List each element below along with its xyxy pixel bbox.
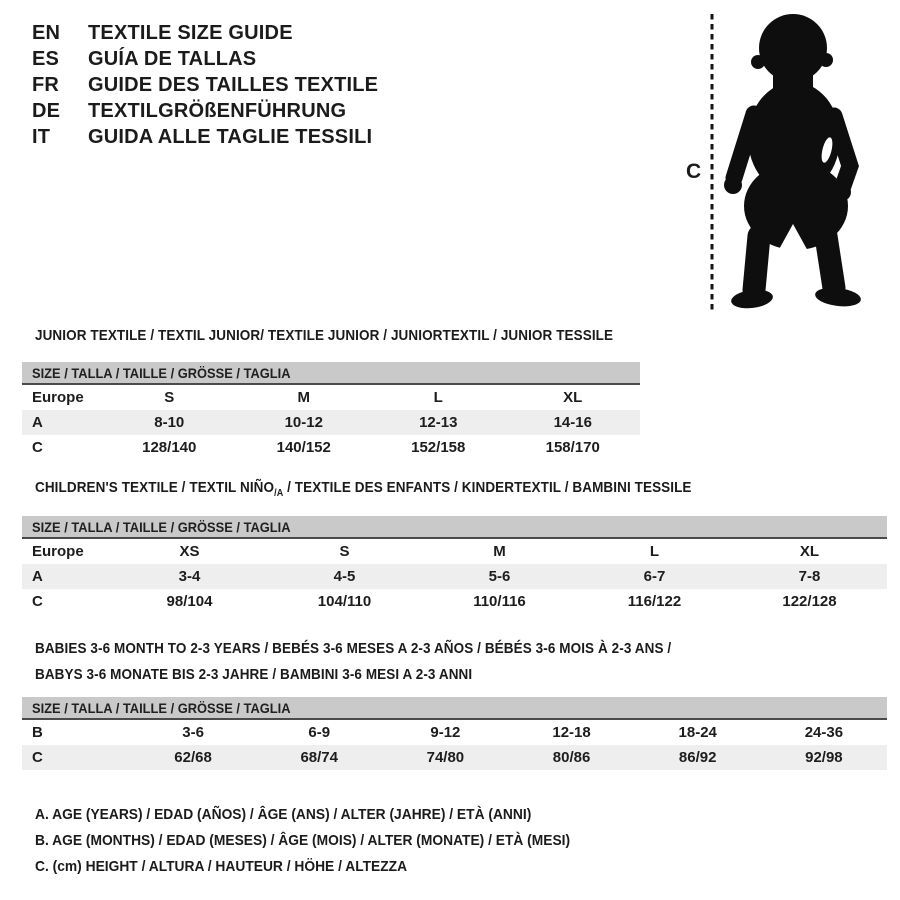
size-value-cell: M bbox=[493, 543, 506, 560]
size-value-cell: 98/104 bbox=[166, 593, 213, 610]
size-value-cell: 8-10 bbox=[102, 410, 237, 435]
size-value-cell: 68/74 bbox=[256, 745, 382, 770]
size-value-cell: XL bbox=[563, 389, 583, 406]
row-label-cell: B bbox=[32, 724, 43, 741]
size-value-cell: 104/110 bbox=[317, 593, 372, 610]
size-value-cell: 24-36 bbox=[804, 724, 844, 741]
size-value-cell: 3-4 bbox=[112, 564, 267, 589]
size-header-text: SIZE / TALLA / TAILLE / GRÖSSE / TAGLIA bbox=[32, 518, 291, 535]
row-label-cell: Europe bbox=[32, 389, 84, 406]
size-value-cell: 7-8 bbox=[732, 564, 887, 589]
size-value-cell: XL bbox=[799, 543, 820, 560]
junior-section-heading: JUNIOR TEXTILE / TEXTIL JUNIOR/ TEXTILE JUNIOR / JUNIORTEXTIL / JUNIOR TESSILE bbox=[35, 327, 614, 344]
size-value-cell: 110/116 bbox=[473, 593, 526, 610]
language-code: ES bbox=[32, 47, 60, 70]
legend-line-c: C. (cm) HEIGHT / ALTURA / HAUTEUR / HÖHE / ALTEZZA bbox=[35, 858, 408, 875]
children-section-heading bbox=[35, 479, 692, 499]
size-value-cell: 9-12 bbox=[430, 724, 461, 741]
size-value-cell: 14-16 bbox=[506, 410, 641, 435]
size-value-cell: 18-24 bbox=[678, 724, 717, 741]
babies-heading-line1: BABIES 3-6 MONTH TO 2-3 YEARS / BEBÉS 3-6 MESES A 2-3 AÑOS / BÉBÉS 3-6 MOIS À 2-3 ANS / bbox=[35, 640, 672, 657]
row-label-cell: Europe bbox=[32, 543, 84, 560]
language-title: TEXTILE SIZE GUIDE bbox=[88, 21, 293, 44]
language-row-de bbox=[32, 98, 378, 124]
size-header-text: SIZE / TALLA / TAILLE / GRÖSSE / TAGLIA bbox=[32, 699, 291, 716]
table-row bbox=[22, 589, 887, 614]
size-value-cell: 3-6 bbox=[182, 724, 204, 741]
size-header-bar bbox=[22, 516, 887, 538]
size-value-cell: 80/86 bbox=[508, 745, 634, 770]
height-marker-label: C bbox=[686, 160, 702, 183]
size-value-cell: 74/80 bbox=[382, 745, 508, 770]
language-title: GUIDE DES TAILLES TEXTILE bbox=[88, 73, 379, 96]
children-heading-text: CHILDREN'S TEXTILE / TEXTIL NIÑO bbox=[35, 479, 275, 496]
table-row bbox=[22, 538, 887, 564]
size-value-cell: 12-13 bbox=[371, 410, 506, 435]
size-value-cell: 152/158 bbox=[411, 439, 466, 456]
size-value-cell: L bbox=[433, 389, 443, 406]
language-row-fr bbox=[32, 72, 378, 98]
table-row bbox=[22, 564, 887, 589]
language-code: FR bbox=[32, 73, 60, 96]
babies-section-heading bbox=[35, 636, 671, 688]
children-size-table bbox=[22, 516, 887, 614]
language-row-it bbox=[32, 124, 378, 150]
language-code: IT bbox=[32, 125, 51, 148]
row-label-cell: C bbox=[22, 745, 130, 770]
size-header-text: SIZE / TALLA / TAILLE / GRÖSSE / TAGLIA bbox=[32, 364, 291, 381]
table-header-row bbox=[22, 362, 640, 384]
height-figure bbox=[680, 8, 890, 320]
size-value-cell: XS bbox=[179, 543, 200, 560]
language-code: EN bbox=[32, 21, 61, 44]
size-value-cell: M bbox=[297, 389, 310, 406]
children-heading-subscript: /A bbox=[274, 488, 284, 499]
size-value-cell: 12-18 bbox=[552, 724, 591, 741]
row-label-cell: A bbox=[22, 564, 112, 589]
size-header-bar bbox=[22, 362, 640, 384]
size-value-cell: 122/128 bbox=[782, 593, 837, 610]
size-value-cell: 62/68 bbox=[130, 745, 256, 770]
size-header-bar bbox=[22, 697, 887, 719]
measurement-legend bbox=[35, 802, 617, 880]
size-value-cell: 86/92 bbox=[635, 745, 761, 770]
size-value-cell: 10-12 bbox=[237, 410, 372, 435]
size-value-cell: 140/152 bbox=[276, 439, 331, 456]
size-value-cell: 6-9 bbox=[308, 724, 331, 741]
junior-size-table bbox=[22, 362, 640, 460]
table-row bbox=[22, 384, 640, 410]
language-code: DE bbox=[32, 99, 61, 122]
language-title: GUIDA ALLE TAGLIE TESSILI bbox=[88, 125, 373, 148]
toddler-silhouette-image bbox=[710, 10, 890, 315]
table-row bbox=[22, 719, 887, 745]
size-value-cell: 6-7 bbox=[577, 564, 732, 589]
size-value-cell: 116/122 bbox=[627, 593, 682, 610]
legend-line-b: B. AGE (MONTHS) / EDAD (MESES) / ÂGE (MOIS) / ALTER (MONATE) / ETÀ (MESI) bbox=[35, 832, 571, 849]
babies-heading-line2: BABYS 3-6 MONATE BIS 2-3 JAHRE / BAMBINI 3-6 MESI A 2-3 ANNI bbox=[35, 666, 473, 683]
children-heading-text: / TEXTILE DES ENFANTS / KINDERTEXTIL / BAMBINI TESSILE bbox=[283, 479, 692, 496]
size-value-cell: S bbox=[339, 543, 350, 560]
row-label-cell: A bbox=[22, 410, 102, 435]
size-value-cell: 4-5 bbox=[267, 564, 422, 589]
language-title: TEXTILGRÖßENFÜHRUNG bbox=[88, 99, 347, 122]
size-value-cell: 158/170 bbox=[545, 439, 600, 456]
language-title-list bbox=[32, 20, 378, 150]
babies-size-table bbox=[22, 697, 887, 770]
table-row bbox=[22, 410, 640, 435]
legend-line-a: A. AGE (YEARS) / EDAD (AÑOS) / ÂGE (ANS) / ALTER (JAHRE) / ETÀ (ANNI) bbox=[35, 806, 532, 823]
size-value-cell: S bbox=[164, 389, 175, 406]
row-label-cell: C bbox=[32, 593, 43, 610]
size-value-cell: 5-6 bbox=[422, 564, 577, 589]
row-label-cell: C bbox=[32, 439, 43, 456]
table-row bbox=[22, 435, 640, 460]
language-title: GUÍA DE TALLAS bbox=[88, 47, 257, 70]
size-value-cell: 92/98 bbox=[761, 745, 887, 770]
table-header-row bbox=[22, 697, 887, 719]
language-row-es bbox=[32, 46, 378, 72]
size-value-cell: 128/140 bbox=[142, 439, 197, 456]
table-header-row bbox=[22, 516, 887, 538]
language-row-en bbox=[32, 20, 378, 46]
table-row bbox=[22, 745, 887, 770]
size-value-cell: L bbox=[649, 543, 660, 560]
